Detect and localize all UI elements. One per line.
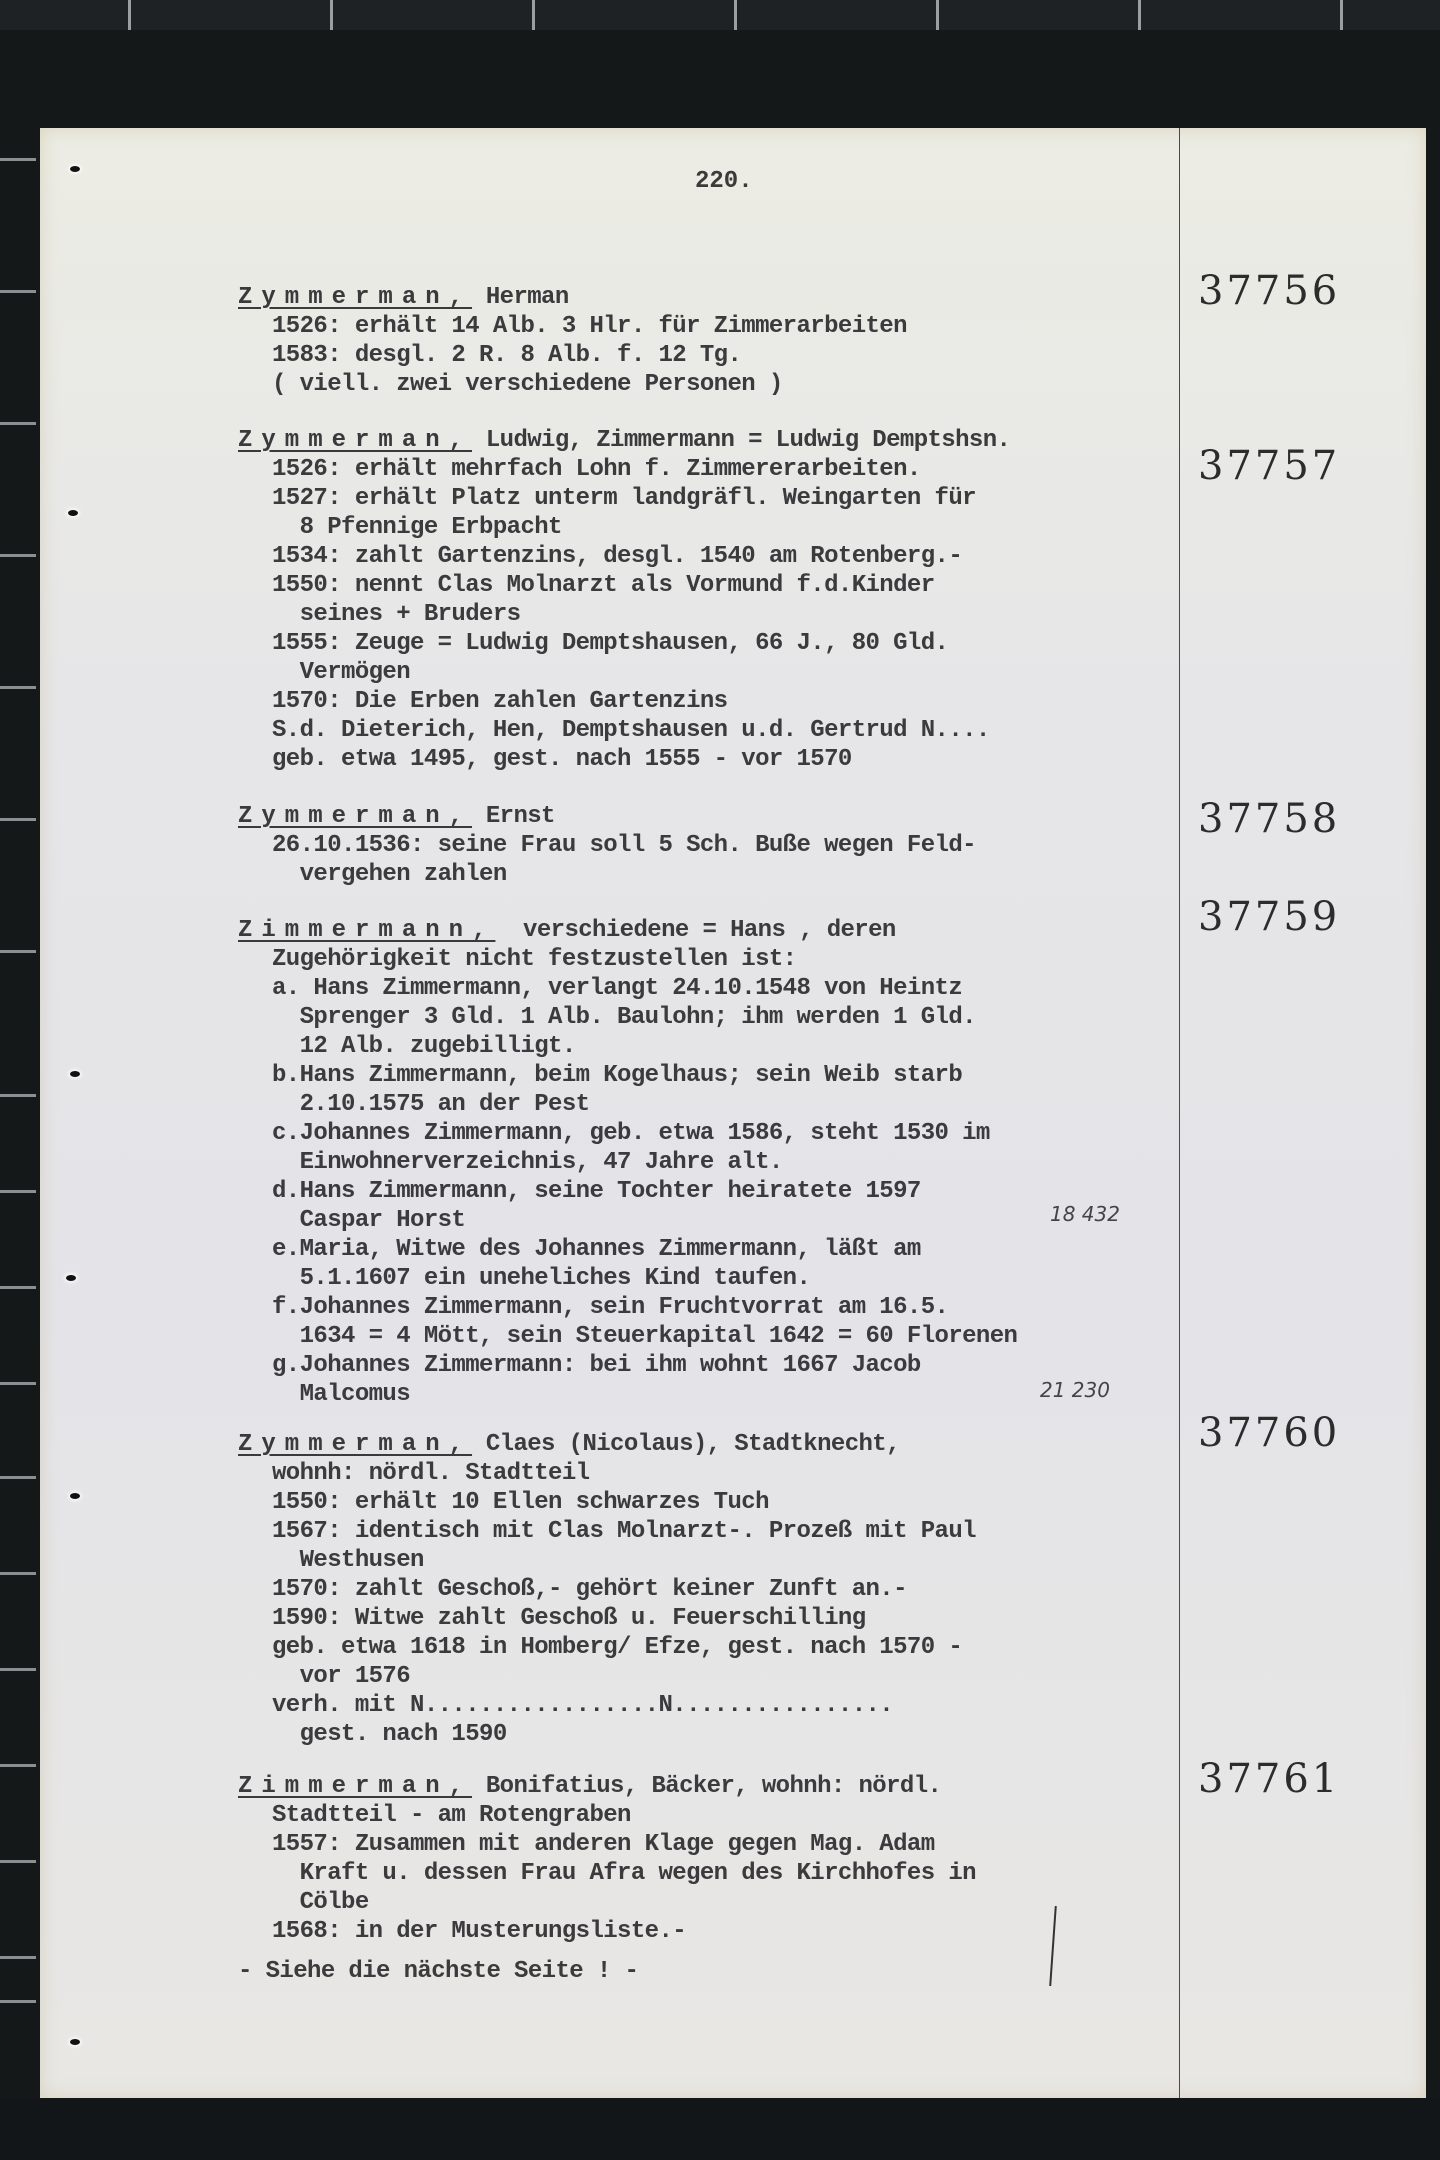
entry-line: Einwohnerverzeichnis, 47 Jahre alt.: [272, 1149, 783, 1176]
ruler-tick: [532, 0, 535, 30]
entry-line: geb. etwa 1495, gest. nach 1555 - vor 1570: [272, 746, 852, 773]
entry-line: 26.10.1536: seine Frau soll 5 Sch. Buße wegen Feld-: [272, 832, 976, 859]
entry-line: Sprenger 3 Gld. 1 Alb. Baulohn; ihm werden 1 Gld.: [272, 1004, 976, 1031]
entry-line: 12 Alb. zugebilligt.: [272, 1033, 576, 1060]
entry-line: 1534: zahlt Gartenzins, desgl. 1540 am Rotenberg.-: [272, 543, 963, 570]
ruler-tick: [0, 1094, 36, 1097]
ruler-tick: [0, 1286, 36, 1289]
record-entry: [238, 283, 1198, 399]
ruler-tick: [0, 158, 36, 161]
record-id: 37757: [1198, 443, 1341, 489]
entry-surname: Zymmerman,: [238, 284, 473, 311]
entry-line: 1583: desgl. 2 R. 8 Alb. f. 12 Tg.: [272, 342, 742, 369]
ruler-tick: [0, 1190, 36, 1193]
entry-surname: Zymmerman,: [238, 427, 473, 454]
entry-line: g.Johannes Zimmermann: bei ihm wohnt 1667 Jacob: [272, 1352, 921, 1379]
entry-line: 1570: zahlt Geschoß,- gehört keiner Zunft an.-: [272, 1576, 907, 1603]
entry-line: S.d. Dieterich, Hen, Demptshausen u.d. Gertrud N....: [272, 717, 990, 744]
entry-line: 1527: erhält Platz unterm landgräfl. Weingarten für: [272, 485, 976, 512]
entry-line: 1550: nennt Clas Molnarzt als Vormund f.d.Kinder: [272, 572, 935, 599]
record-entry: [238, 426, 1198, 774]
entry-line: Zugehörigkeit nicht festzustellen ist:: [272, 946, 797, 973]
entry-given-name: Bonifatius, Bäcker, wohnh: nördl.: [472, 1773, 942, 1800]
entry-line: vor 1576: [272, 1663, 411, 1690]
entry-line: gest. nach 1590: [272, 1721, 507, 1748]
entry-line: 1550: erhält 10 Ellen schwarzes Tuch: [272, 1489, 769, 1516]
entry-line: Malcomus: [272, 1381, 411, 1408]
entry-line: verh. mit N.................N................: [272, 1692, 894, 1719]
entry-line: 1634 = 4 Mött, sein Steuerkapital 1642 = 60 Florenen: [272, 1323, 1018, 1350]
entry-line: Vermögen: [272, 659, 411, 686]
ruler-tick: [0, 290, 36, 293]
ruler-tick: [734, 0, 737, 30]
ruler-tick: [0, 1764, 36, 1767]
ruler-tick: [0, 818, 36, 821]
entry-line: f.Johannes Zimmermann, sein Fruchtvorrat am 16.5.: [272, 1294, 949, 1321]
ruler-tick: [0, 1860, 36, 1863]
ruler-tick: [330, 0, 333, 30]
ruler-tick: [0, 686, 36, 689]
entry-surname: Zimmermann,: [238, 917, 496, 944]
entry-line: 1526: erhält 14 Alb. 3 Hlr. für Zimmerarbeiten: [272, 313, 907, 340]
record-id: 37761: [1198, 1756, 1341, 1802]
ruler-tick: [0, 1668, 36, 1671]
record-entry: [238, 1430, 1198, 1749]
ruler-tick: [0, 950, 36, 953]
record-entry: [238, 916, 1198, 1409]
ruler-tick: [0, 1956, 36, 1959]
entry-line: geb. etwa 1618 in Homberg/ Efze, gest. nach 1570 -: [272, 1634, 963, 1661]
record-id: 37758: [1198, 796, 1341, 842]
record-id: 37759: [1198, 894, 1341, 940]
page-number: 220.: [695, 168, 753, 195]
ruler-tick: [1340, 0, 1343, 30]
entry-given-name: Herman: [472, 284, 569, 311]
handwritten-note: 18 432: [1050, 1202, 1120, 1226]
entry-line: 1590: Witwe zahlt Geschoß u. Feuerschilling: [272, 1605, 866, 1632]
entry-line: Cölbe: [272, 1889, 369, 1916]
entry-heading: [238, 1772, 1198, 1801]
ruler-tick: [0, 1382, 36, 1385]
entry-heading: [238, 1430, 1198, 1459]
entry-line: 1526: erhält mehrfach Lohn f. Zimmererarbeiten.: [272, 456, 921, 483]
entry-surname: Zimmerman,: [238, 1773, 473, 1800]
entry-line: vergehen zahlen: [272, 861, 507, 888]
entry-line: d.Hans Zimmermann, seine Tochter heiratete 1597: [272, 1178, 921, 1205]
scanner-top-band: [0, 0, 1440, 30]
entry-line: 1570: Die Erben zahlen Gartenzins: [272, 688, 728, 715]
ruler-tick: [936, 0, 939, 30]
ruler-tick: [0, 554, 36, 557]
entry-line: Kraft u. dessen Frau Afra wegen des Kirchhofes in: [272, 1860, 976, 1887]
ruler-tick: [0, 422, 36, 425]
entry-line: 2.10.1575 an der Pest: [272, 1091, 590, 1118]
entry-line: e.Maria, Witwe des Johannes Zimmermann, läßt am: [272, 1236, 921, 1263]
entry-line: 1555: Zeuge = Ludwig Demptshausen, 66 J., 80 Gld.: [272, 630, 949, 657]
entry-line: c.Johannes Zimmermann, geb. etwa 1586, steht 1530 im: [272, 1120, 990, 1147]
entry-surname: Zymmerman,: [238, 1431, 473, 1458]
ruler-tick: [1138, 0, 1141, 30]
scanner-bottom-band: [0, 2098, 1440, 2160]
entry-given-name: Ludwig, Zimmermann = Ludwig Demptshsn.: [472, 427, 1011, 454]
entry-line: wohnh: nördl. Stadtteil: [272, 1460, 590, 1487]
record-id: 37760: [1198, 1410, 1341, 1456]
record-entry: [238, 802, 1198, 889]
punch-hole-icon: [66, 1275, 76, 1281]
entry-line: 1567: identisch mit Clas Molnarzt-. Prozeß mit Paul: [272, 1518, 976, 1545]
handwritten-note: 21 230: [1040, 1378, 1110, 1402]
entry-line: 8 Pfennige Erbpacht: [272, 514, 562, 541]
entry-given-name: Ernst: [472, 803, 555, 830]
entry-line: 1557: Zusammen mit anderen Klage gegen Mag. Adam: [272, 1831, 935, 1858]
punch-hole-icon: [70, 2039, 80, 2045]
entry-line: ( viell. zwei verschiedene Personen ): [272, 371, 783, 398]
ruler-tick: [128, 0, 131, 30]
continuation-note: - Siehe die nächste Seite ! -: [238, 1958, 639, 1985]
punch-hole-icon: [70, 1071, 80, 1077]
entry-given-name: verschiedene = Hans , deren: [495, 917, 896, 944]
entry-surname: Zymmerman,: [238, 803, 473, 830]
record-id: 37756: [1198, 268, 1341, 314]
document-page: [40, 128, 1426, 2098]
entry-line: Stadtteil - am Rotengraben: [272, 1802, 631, 1829]
punch-hole-icon: [68, 510, 78, 516]
entry-line: Caspar Horst: [272, 1207, 466, 1234]
entry-line: 1568: in der Musterungsliste.-: [272, 1918, 687, 1945]
punch-hole-icon: [70, 1493, 80, 1499]
ruler-tick: [0, 1476, 36, 1479]
entry-heading: [238, 426, 1198, 455]
ruler-tick: [0, 2000, 36, 2003]
entry-line: Westhusen: [272, 1547, 424, 1574]
ruler-tick: [0, 1572, 36, 1575]
entry-heading: [238, 283, 1198, 312]
entry-line: seines + Bruders: [272, 601, 521, 628]
entry-line: 5.1.1607 ein uneheliches Kind taufen.: [272, 1265, 811, 1292]
entry-heading: [238, 916, 1198, 945]
entry-line: b.Hans Zimmermann, beim Kogelhaus; sein Weib starb: [272, 1062, 963, 1089]
entry-given-name: Claes (Nicolaus), Stadtknecht,: [472, 1431, 900, 1458]
entry-heading: [238, 802, 1198, 831]
entry-line: a. Hans Zimmermann, verlangt 24.10.1548 von Heintz: [272, 975, 963, 1002]
punch-hole-icon: [70, 166, 80, 172]
